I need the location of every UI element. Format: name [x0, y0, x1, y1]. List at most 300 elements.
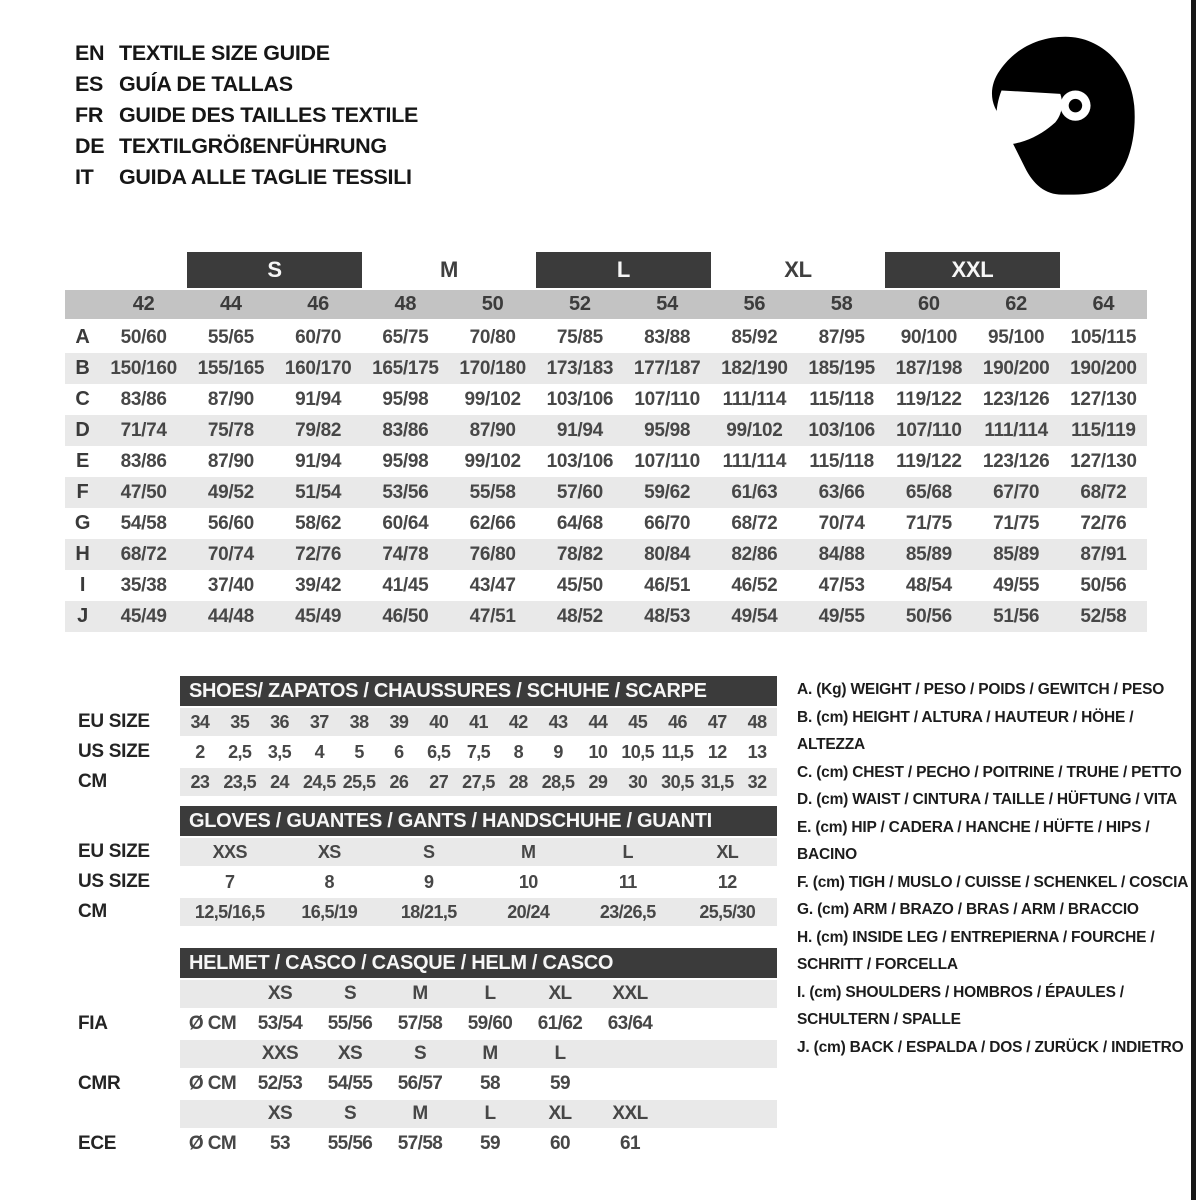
- helmet-values: [180, 1070, 777, 1098]
- legend-item: J. (cm) BACK / ESPALDA / DOS / ZURÜCK / INDIETRO: [797, 1038, 1184, 1056]
- shoes-value: 27: [429, 771, 449, 792]
- size-value: 123/126: [982, 450, 1050, 472]
- shoes-value: 36: [270, 711, 289, 732]
- shoes-row: [65, 738, 777, 766]
- size-value: 111/114: [722, 450, 787, 472]
- gloves-value: 16,5/19: [301, 901, 358, 922]
- shoes-value: 10: [588, 741, 608, 762]
- language-code: ES: [75, 72, 104, 96]
- shoes-value: 6,5: [427, 741, 451, 762]
- measurement-legend: [797, 676, 1189, 1061]
- shoes-value: 41: [469, 711, 488, 732]
- helmet-size-label: M: [412, 1103, 428, 1124]
- size-number: 46: [307, 293, 329, 315]
- size-value: 68/72: [120, 543, 167, 565]
- size-value: 52/58: [1080, 605, 1127, 627]
- helmet-size-label: M: [412, 983, 428, 1004]
- gloves-value: L: [622, 841, 633, 862]
- size-value: 127/130: [1070, 388, 1137, 410]
- row-letter: J: [77, 605, 88, 627]
- shoes-value: 42: [508, 711, 528, 732]
- size-value: 185/195: [808, 357, 875, 379]
- shoes-value: 5: [354, 741, 364, 762]
- size-value: 70/80: [469, 326, 516, 348]
- size-value: 68/72: [1080, 481, 1127, 503]
- shoes-value: 43: [548, 711, 568, 732]
- size-number: 64: [1092, 293, 1115, 315]
- size-value: 95/98: [382, 450, 429, 472]
- shoes-value: 30,5: [661, 771, 694, 792]
- language-code: FR: [75, 103, 104, 127]
- language-code: EN: [75, 41, 105, 65]
- size-value: 68/72: [731, 512, 778, 534]
- size-value: 80/84: [644, 543, 691, 565]
- gloves-value: 12,5/16,5: [194, 901, 265, 922]
- language-line: [75, 162, 418, 193]
- shoes-value: 28: [508, 771, 528, 792]
- legend-item: C. (cm) CHEST / PECHO / POITRINE / TRUHE / PETTO: [797, 763, 1182, 781]
- helmet-sizes-row: [65, 1040, 777, 1068]
- size-value: 82/86: [731, 543, 778, 565]
- size-value: 41/45: [382, 574, 429, 596]
- size-value: 85/89: [993, 543, 1040, 565]
- gloves-value: XXS: [212, 841, 247, 862]
- gloves-row-label: CM: [78, 901, 107, 922]
- shoes-value: 24: [270, 771, 289, 792]
- size-value: 49/55: [993, 574, 1040, 596]
- helmet-section: [65, 948, 777, 1158]
- helmet-size-label: XS: [267, 1103, 293, 1124]
- shoes-value: 38: [349, 711, 369, 732]
- helmet-unit-spacer: [180, 1100, 245, 1128]
- size-value: 84/88: [818, 543, 865, 565]
- gloves-value: 8: [324, 871, 334, 892]
- helmet-value: 53/54: [257, 1013, 303, 1034]
- size-group-xl: XL: [784, 257, 812, 282]
- size-value: 99/102: [464, 450, 521, 472]
- helmet-size-label: S: [343, 983, 357, 1004]
- size-value: 83/88: [644, 326, 691, 348]
- size-group-xxl: XXL: [885, 252, 1060, 288]
- shoes-value: 46: [668, 711, 687, 732]
- row-letter: F: [76, 481, 89, 503]
- shoes-value: 8: [513, 741, 523, 762]
- size-value: 115/118: [809, 388, 874, 410]
- gloves-value: 18/21,5: [400, 901, 457, 922]
- gloves-value: 7: [225, 871, 235, 892]
- size-value: 50/60: [120, 326, 167, 348]
- shoes-row-label: EU SIZE: [78, 711, 150, 732]
- table-row-h: [65, 539, 1147, 570]
- table-row-e: [65, 446, 1147, 477]
- size-value: 75/85: [556, 326, 603, 348]
- shoes-value: 31,5: [700, 771, 734, 792]
- size-value: 99/102: [464, 388, 521, 410]
- size-value: 47/50: [120, 481, 167, 503]
- legend-item: B. (cm) HEIGHT / ALTURA / HAUTEUR / HÖHE / ALTEZZA: [797, 708, 1134, 753]
- helmet-value: 61: [620, 1133, 640, 1154]
- helmet-value: 54/55: [327, 1073, 373, 1094]
- size-number: 62: [1005, 293, 1027, 315]
- shoes-value: 37: [309, 711, 329, 732]
- shoes-row: [65, 708, 777, 736]
- size-value: 58/62: [295, 512, 342, 534]
- size-value: 62/66: [469, 512, 516, 534]
- shoes-section: [65, 676, 777, 796]
- size-value: 43/47: [469, 574, 516, 596]
- shoes-values: [180, 768, 777, 796]
- shoes-value: 26: [389, 771, 409, 792]
- legend-item: F. (cm) TIGH / MUSLO / CUISSE / SCHENKEL / COSCIA: [797, 873, 1189, 891]
- language-title-block: [75, 38, 418, 193]
- helmet-unit-spacer: [180, 1040, 245, 1068]
- size-number-band: [65, 290, 1147, 319]
- helmet-sizes-row: [65, 1100, 777, 1128]
- gloves-values: [180, 838, 777, 866]
- table-row-j: [65, 601, 1147, 632]
- table-row-a: [65, 322, 1147, 353]
- helmet-standard-label: ECE: [78, 1133, 117, 1154]
- helmet-value: 52/53: [257, 1073, 303, 1094]
- size-value: 48/52: [556, 605, 603, 627]
- shoes-value: 4: [314, 741, 324, 762]
- helmet-size-label: XL: [548, 1103, 572, 1124]
- size-value: 45/50: [556, 574, 603, 596]
- diameter-unit-label: Ø CM: [188, 1133, 237, 1154]
- shoes-title-bar: SHOES/ ZAPATOS / CHAUSSURES / SCHUHE / SCARPE: [180, 676, 777, 706]
- size-value: 95/100: [987, 326, 1045, 348]
- helmet-standard-label: FIA: [78, 1013, 108, 1034]
- gloves-value: M: [521, 841, 536, 862]
- row-letter: C: [75, 388, 90, 410]
- size-value: 165/175: [372, 357, 439, 379]
- helmet-title-bar: HELMET / CASCO / CASQUE / HELM / CASCO: [180, 948, 777, 978]
- size-value: 107/110: [634, 388, 700, 410]
- helmet-size-label: M: [482, 1043, 498, 1064]
- helmet-value: 58: [480, 1073, 500, 1094]
- size-value: 60/70: [295, 326, 342, 348]
- size-value: 115/119: [1071, 419, 1136, 441]
- language-line: [75, 69, 418, 100]
- shoes-value: 11,5: [661, 741, 694, 762]
- size-value: 46/52: [731, 574, 778, 596]
- size-value: 87/95: [818, 326, 865, 348]
- size-value: 70/74: [207, 543, 254, 565]
- page-right-border: [1191, 0, 1196, 1200]
- shoes-value: 23: [190, 771, 210, 792]
- gloves-section: [65, 806, 777, 926]
- size-value: 67/70: [993, 481, 1040, 503]
- helmet-size-label: L: [554, 1043, 566, 1064]
- helmet-unit-spacer: [180, 980, 245, 1008]
- gloves-value: 20/24: [507, 901, 550, 922]
- size-value: 173/183: [546, 357, 614, 379]
- size-value: 155/165: [197, 357, 265, 379]
- size-value: 56/60: [207, 512, 254, 534]
- helmet-value: 59/60: [467, 1013, 513, 1034]
- size-number: 48: [394, 293, 417, 315]
- shoes-value: 48: [747, 711, 767, 732]
- size-value: 119/122: [896, 450, 962, 472]
- shoes-value: 3,5: [267, 741, 292, 762]
- size-value: 119/122: [896, 388, 962, 410]
- size-value: 51/54: [295, 481, 342, 503]
- size-value: 57/60: [556, 481, 603, 503]
- shoes-value: 40: [429, 711, 449, 732]
- gloves-value: XL: [716, 841, 739, 862]
- row-letter: A: [75, 326, 90, 348]
- size-number: 54: [656, 293, 678, 315]
- size-value: 87/90: [207, 388, 254, 410]
- gloves-value: 25,5/30: [699, 901, 756, 922]
- size-value: 72/76: [295, 543, 342, 565]
- helmet-sizes: [180, 980, 777, 1008]
- shoes-value: 12: [707, 741, 727, 762]
- table-row-b: [65, 353, 1147, 384]
- shoes-value: 10,5: [621, 741, 655, 762]
- size-value: 44/48: [207, 605, 254, 627]
- size-value: 50/56: [905, 605, 952, 627]
- gloves-value: XS: [317, 841, 341, 862]
- shoes-value: 2: [195, 741, 205, 762]
- size-value: 107/110: [896, 419, 962, 441]
- size-value: 37/40: [207, 574, 254, 596]
- size-value: 182/190: [721, 357, 788, 379]
- shoes-values: [180, 738, 777, 766]
- table-row-g: [65, 508, 1147, 539]
- legend-item: E. (cm) HIP / CADERA / HANCHE / HÜFTE / HIPS / BACINO: [797, 818, 1150, 863]
- size-value: 103/106: [546, 450, 614, 472]
- gloves-values: [180, 898, 777, 926]
- shoes-row-label: US SIZE: [78, 741, 150, 762]
- table-row-i: [65, 570, 1147, 601]
- helmet-size-label: XXS: [261, 1043, 299, 1064]
- helmet-size-label: XS: [267, 983, 293, 1004]
- shoes-value: 23,5: [223, 771, 257, 792]
- measurement-rows: [65, 322, 1147, 632]
- helmet-values-row: [65, 1070, 777, 1098]
- gloves-value: 11: [618, 871, 637, 892]
- gloves-value: 23/26,5: [599, 901, 656, 922]
- helmet-empty-label: [65, 1100, 180, 1128]
- guide-title: GUIDE DES TAILLES TEXTILE: [119, 103, 419, 127]
- diameter-unit-label: Ø CM: [188, 1013, 237, 1034]
- size-value: 46/50: [382, 605, 429, 627]
- size-value: 70/74: [818, 512, 865, 534]
- size-value: 87/91: [1080, 543, 1127, 565]
- size-value: 99/102: [726, 419, 783, 441]
- gloves-value: 12: [717, 871, 737, 892]
- row-letter: B: [75, 357, 90, 379]
- shoes-value: 47: [707, 711, 727, 732]
- gloves-value: 10: [518, 871, 538, 892]
- size-value: 72/76: [1080, 512, 1127, 534]
- size-value: 60/64: [382, 512, 429, 534]
- helmet-values-row: [65, 1130, 777, 1158]
- size-value: 111/114: [722, 388, 787, 410]
- row-letter: H: [75, 543, 90, 565]
- size-value: 170/180: [459, 357, 526, 379]
- main-size-table: [65, 252, 1147, 632]
- size-value: 91/94: [556, 419, 603, 441]
- helmet-size-label: S: [343, 1103, 357, 1124]
- size-value: 75/78: [207, 419, 254, 441]
- size-value: 51/56: [993, 605, 1040, 627]
- legend-item: D. (cm) WAIST / CINTURA / TAILLE / HÜFTUNG / VITA: [797, 791, 1177, 808]
- size-value: 190/200: [1070, 357, 1137, 379]
- size-value: 54/58: [120, 512, 167, 534]
- size-value: 64/68: [556, 512, 603, 534]
- size-number: 44: [220, 293, 242, 315]
- helmet-value: 63/64: [607, 1013, 653, 1034]
- gloves-values: [180, 868, 777, 896]
- row-letter: D: [75, 419, 90, 441]
- helmet-size-label: S: [413, 1043, 427, 1064]
- shoes-row: [65, 768, 777, 796]
- size-number: 56: [743, 293, 766, 315]
- size-value: 87/90: [207, 450, 254, 472]
- helmet-empty-label: [65, 980, 180, 1008]
- shoes-value: 30: [628, 771, 648, 792]
- shoes-value: 27,5: [462, 771, 495, 792]
- size-group-m: M: [439, 257, 459, 282]
- legend-item: A. (Kg) WEIGHT / PESO / POIDS / GEWITCH / PESO: [797, 681, 1165, 698]
- size-value: 47/53: [818, 574, 865, 596]
- size-value: 127/130: [1070, 450, 1137, 472]
- size-value: 115/118: [809, 450, 874, 472]
- helmet-size-label: XL: [548, 983, 572, 1004]
- helmet-values: [180, 1130, 777, 1158]
- legend-item: H. (cm) INSIDE LEG / ENTREPIERNA / FOURCHE / SCHRITT / FORCELLA: [797, 928, 1155, 973]
- legend-item: G. (cm) ARM / BRAZO / BRAS / ARM / BRACCIO: [797, 901, 1139, 918]
- size-value: 45/49: [295, 605, 342, 627]
- gloves-row-label: US SIZE: [78, 871, 150, 892]
- size-value: 83/86: [120, 388, 167, 410]
- gloves-row-label: EU SIZE: [78, 841, 150, 862]
- language-line: [75, 131, 418, 162]
- table-row-d: [65, 415, 1147, 446]
- helmet-sizes: [180, 1100, 777, 1128]
- helmet-value: 55/56: [327, 1013, 373, 1034]
- helmet-value: 57/58: [397, 1013, 443, 1034]
- language-code: IT: [75, 165, 94, 189]
- shoes-values: [180, 708, 777, 736]
- size-value: 59/62: [644, 481, 691, 503]
- legend-item: I. (cm) SHOULDERS / HOMBROS / ÉPAULES / SCHULTERN / SPALLE: [797, 983, 1124, 1028]
- size-value: 71/74: [120, 419, 167, 441]
- size-value: 83/86: [120, 450, 167, 472]
- size-value: 49/52: [207, 481, 254, 503]
- diameter-unit-label: Ø CM: [188, 1073, 237, 1094]
- helmet-sizes: [180, 1040, 777, 1068]
- size-value: 177/187: [633, 357, 701, 379]
- size-group-s: S: [187, 252, 362, 288]
- gloves-title-bar: GLOVES / GUANTES / GANTS / HANDSCHUHE / GUANTI: [180, 806, 777, 836]
- size-value: 83/86: [382, 419, 429, 441]
- helmet-value: 59: [480, 1133, 500, 1154]
- shoes-value: 29: [588, 771, 608, 792]
- language-line: [75, 100, 418, 131]
- helmet-size-label: XXL: [612, 983, 648, 1004]
- shoes-value: 7,5: [466, 741, 491, 762]
- size-number: 60: [918, 293, 940, 315]
- size-value: 76/80: [469, 543, 516, 565]
- gloves-row: [65, 898, 777, 926]
- size-value: 160/170: [284, 357, 352, 379]
- language-code: DE: [75, 134, 105, 158]
- size-value: 49/54: [731, 605, 778, 627]
- shoes-value: 39: [389, 711, 409, 732]
- shoes-value: 35: [230, 711, 250, 732]
- shoes-value: 32: [747, 771, 767, 792]
- helmet-value: 61/62: [537, 1013, 583, 1034]
- size-group-row: [65, 252, 1147, 288]
- size-value: 65/68: [905, 481, 952, 503]
- size-value: 50/56: [1080, 574, 1127, 596]
- helmet-values: [180, 1010, 777, 1038]
- size-number: 42: [132, 293, 155, 315]
- size-number: 50: [481, 293, 504, 315]
- helmet-sizes-row: [65, 980, 777, 1008]
- size-value: 190/200: [982, 357, 1050, 379]
- shoes-value: 45: [628, 711, 648, 732]
- helmet-value: 57/58: [397, 1133, 443, 1154]
- corner-cell: [65, 290, 100, 319]
- shoes-value: 9: [553, 741, 563, 762]
- helmet-size-label: XXL: [612, 1103, 648, 1124]
- shoes-value: 44: [588, 711, 608, 732]
- helmet-values-row: [65, 1010, 777, 1038]
- size-value: 187/198: [895, 357, 963, 379]
- size-value: 74/78: [382, 543, 429, 565]
- gloves-row: [65, 868, 777, 896]
- shoes-value: 13: [747, 741, 767, 762]
- gloves-value: 9: [424, 871, 434, 892]
- shoes-value: 6: [394, 741, 404, 762]
- row-letter: G: [74, 512, 91, 534]
- size-value: 53/56: [382, 481, 429, 503]
- helmet-value: 56/57: [397, 1073, 443, 1094]
- size-value: 48/54: [905, 574, 952, 596]
- row-letter: E: [75, 450, 90, 472]
- shoes-row-label: CM: [78, 771, 107, 792]
- size-value: 85/92: [731, 326, 778, 348]
- size-value: 65/75: [382, 326, 429, 348]
- size-value: 91/94: [295, 388, 342, 410]
- size-number: 58: [830, 293, 853, 315]
- size-value: 90/100: [900, 326, 958, 348]
- size-value: 55/58: [469, 481, 516, 503]
- shoes-value: 28,5: [541, 771, 575, 792]
- size-value: 63/66: [818, 481, 865, 503]
- size-number: 52: [569, 293, 591, 315]
- guide-title: TEXTILGRÖßENFÜHRUNG: [119, 134, 387, 158]
- size-value: 39/42: [295, 574, 342, 596]
- shoes-value: 25,5: [342, 771, 376, 792]
- table-row-c: [65, 384, 1147, 415]
- size-value: 95/98: [644, 419, 691, 441]
- helmet-standard-label: CMR: [78, 1073, 121, 1094]
- shoes-value: 2,5: [228, 741, 252, 762]
- size-value: 49/55: [818, 605, 865, 627]
- size-value: 111/114: [984, 419, 1048, 441]
- size-value: 150/160: [110, 357, 177, 379]
- shoes-value: 24,5: [302, 771, 336, 792]
- size-value: 85/89: [905, 543, 952, 565]
- racing-helmet-icon: [976, 30, 1148, 198]
- size-group-l: L: [536, 252, 711, 288]
- size-value: 123/126: [982, 388, 1050, 410]
